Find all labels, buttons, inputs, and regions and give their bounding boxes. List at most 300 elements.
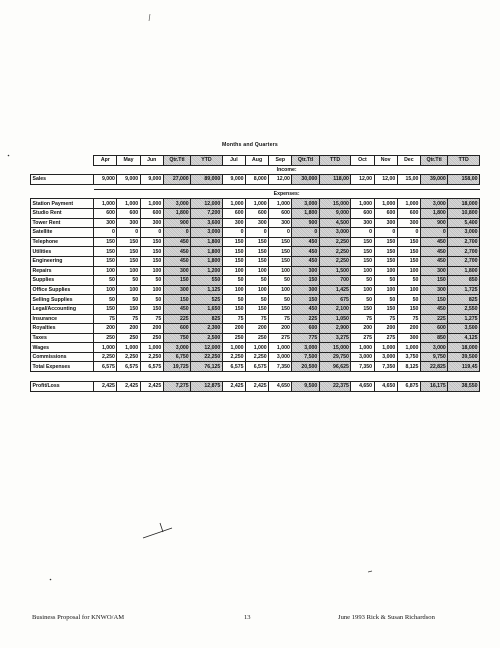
data-cell: 12,000 <box>191 343 223 353</box>
data-cell: 4,650 <box>374 382 397 392</box>
data-cell: 275 <box>269 333 292 343</box>
data-cell: 300 <box>222 218 245 228</box>
data-cell: 150 <box>222 304 245 314</box>
column-header: Dec <box>397 156 420 166</box>
data-cell: 1,000 <box>397 343 420 353</box>
data-cell: 450 <box>420 237 447 247</box>
data-cell: 50 <box>397 276 420 286</box>
data-cell: 600 <box>140 208 163 218</box>
data-cell: 825 <box>448 295 480 305</box>
data-cell: 6,750 <box>163 352 190 362</box>
data-cell: 2,250 <box>117 352 140 362</box>
row-label: Studio Rent <box>31 208 94 218</box>
data-cell: 900 <box>292 218 319 228</box>
row-label: Profit/Loss <box>31 382 94 392</box>
data-cell: 7,200 <box>191 208 223 218</box>
data-cell: 200 <box>397 324 420 334</box>
data-cell: 76,125 <box>191 362 223 372</box>
data-cell: 100 <box>374 266 397 276</box>
data-cell: 150 <box>292 295 319 305</box>
data-cell: 9,000 <box>140 175 163 185</box>
data-cell: 150 <box>140 256 163 266</box>
data-cell: 775 <box>292 333 319 343</box>
data-cell: 18,000 <box>448 343 480 353</box>
data-cell: 9,000 <box>222 175 245 185</box>
data-cell: 300 <box>269 218 292 228</box>
data-cell: 550 <box>191 276 223 286</box>
row-label: Telephone <box>31 237 94 247</box>
data-cell: 9,000 <box>94 175 117 185</box>
data-cell: 8,000 <box>245 175 268 185</box>
data-cell: 18,000 <box>448 199 480 209</box>
data-cell: 100 <box>140 285 163 295</box>
data-cell: 118,00 <box>319 175 351 185</box>
scan-speck-bottom-right <box>368 570 373 574</box>
data-cell: 0 <box>397 228 420 238</box>
column-header: Qtr.Ttl <box>420 156 447 166</box>
expense-row <box>31 333 480 343</box>
data-cell: 600 <box>420 324 447 334</box>
data-cell: 1,000 <box>140 199 163 209</box>
data-cell: 150 <box>397 237 420 247</box>
data-cell: 1,000 <box>140 343 163 353</box>
data-cell: 0 <box>222 228 245 238</box>
column-header: Aug <box>245 156 268 166</box>
data-cell: 250 <box>117 333 140 343</box>
data-cell: 96,625 <box>319 362 351 372</box>
data-cell: 1,800 <box>191 237 223 247</box>
data-cell: 150 <box>140 304 163 314</box>
data-cell: 10,800 <box>448 208 480 218</box>
data-cell: 50 <box>351 295 374 305</box>
data-cell: 150 <box>269 247 292 257</box>
data-cell: 200 <box>245 324 268 334</box>
data-cell: 2,425 <box>117 382 140 392</box>
data-cell: 150 <box>140 247 163 257</box>
data-cell: 150 <box>397 247 420 257</box>
data-cell: 50 <box>222 276 245 286</box>
data-cell: 450 <box>420 256 447 266</box>
data-cell: 50 <box>245 276 268 286</box>
expense-row <box>31 266 480 276</box>
data-cell: 150 <box>397 304 420 314</box>
data-cell: 675 <box>319 295 351 305</box>
row-label: Taxes <box>31 333 94 343</box>
data-cell: 100 <box>222 266 245 276</box>
data-cell: 2,250 <box>94 352 117 362</box>
data-cell: 150 <box>140 237 163 247</box>
data-cell: 225 <box>420 314 447 324</box>
data-cell: 50 <box>374 276 397 286</box>
data-cell: 250 <box>140 333 163 343</box>
data-cell: 450 <box>163 304 190 314</box>
row-label: Total Expenses <box>31 362 94 372</box>
scan-speck-left <box>7 154 10 157</box>
data-cell: 2,900 <box>319 324 351 334</box>
expense-row <box>31 256 480 266</box>
data-cell: 27,000 <box>163 175 190 185</box>
data-cell: 3,000 <box>292 199 319 209</box>
data-cell: 1,000 <box>351 199 374 209</box>
data-cell: 9,500 <box>292 382 319 392</box>
data-cell: 0 <box>94 228 117 238</box>
data-cell: 1,000 <box>269 343 292 353</box>
data-cell: 700 <box>319 276 351 286</box>
scan-speck-bottom-left <box>49 578 52 581</box>
data-cell: 1,800 <box>420 208 447 218</box>
data-cell: 6,575 <box>140 362 163 372</box>
data-cell: 150 <box>397 256 420 266</box>
data-cell: 150 <box>222 247 245 257</box>
data-cell: 300 <box>245 218 268 228</box>
data-cell: 3,000 <box>420 343 447 353</box>
row-label: Office Supplies <box>31 285 94 295</box>
data-cell: 119,45 <box>448 362 480 372</box>
data-cell: 0 <box>245 228 268 238</box>
data-cell: 150 <box>269 256 292 266</box>
data-cell: 150 <box>420 295 447 305</box>
data-cell: 75 <box>222 314 245 324</box>
table-super-title: Months and Quarters <box>222 142 278 148</box>
data-cell: 8,125 <box>397 362 420 372</box>
data-cell: 900 <box>163 218 190 228</box>
data-cell: 16,175 <box>420 382 447 392</box>
data-cell: 22,825 <box>420 362 447 372</box>
data-cell: 2,550 <box>448 304 480 314</box>
data-cell: 600 <box>351 208 374 218</box>
data-cell: 1,500 <box>319 266 351 276</box>
expense-row <box>31 199 480 209</box>
data-cell: 450 <box>420 247 447 257</box>
data-cell: 250 <box>222 333 245 343</box>
row-label: Insurance <box>31 314 94 324</box>
data-cell: 300 <box>94 218 117 228</box>
data-cell: 1,800 <box>191 256 223 266</box>
expenses-header-row <box>31 189 480 199</box>
data-cell: 1,000 <box>222 343 245 353</box>
data-cell: 600 <box>222 208 245 218</box>
data-cell: 300 <box>397 218 420 228</box>
data-cell: 2,250 <box>140 352 163 362</box>
column-header: TTD <box>448 156 480 166</box>
data-cell: 1,000 <box>397 199 420 209</box>
row-label: Engineering <box>31 256 94 266</box>
data-cell: 0 <box>163 228 190 238</box>
data-cell: 22,250 <box>191 352 223 362</box>
data-cell: 100 <box>94 285 117 295</box>
data-cell: 30,000 <box>292 175 319 185</box>
data-cell: 150 <box>117 247 140 257</box>
expense-row <box>31 237 480 247</box>
data-cell: 6,575 <box>245 362 268 372</box>
blank-cell <box>31 189 94 199</box>
data-cell: 0 <box>269 228 292 238</box>
data-cell: 1,000 <box>222 199 245 209</box>
data-cell: 1,000 <box>374 199 397 209</box>
data-cell: 100 <box>269 285 292 295</box>
footer-right: June 1993 Rick & Susan Richardson <box>338 614 435 621</box>
expenses-header: Expenses: <box>94 189 480 199</box>
data-cell: 75 <box>94 314 117 324</box>
column-header: Jun <box>140 156 163 166</box>
data-cell: 450 <box>292 247 319 257</box>
data-cell: 1,000 <box>245 199 268 209</box>
expense-row <box>31 324 480 334</box>
data-cell: 3,750 <box>397 352 420 362</box>
data-cell: 3,000 <box>292 343 319 353</box>
data-cell: 75 <box>351 314 374 324</box>
data-cell: 1,000 <box>374 343 397 353</box>
data-cell: 3,000 <box>269 352 292 362</box>
data-cell: 200 <box>94 324 117 334</box>
data-cell: 2,300 <box>191 324 223 334</box>
data-cell: 50 <box>245 295 268 305</box>
row-label: Commissions <box>31 352 94 362</box>
column-header: TTD <box>319 156 351 166</box>
data-cell: 825 <box>191 314 223 324</box>
data-cell: 450 <box>420 304 447 314</box>
data-cell: 0 <box>374 228 397 238</box>
data-cell: 12,00 <box>351 175 374 185</box>
data-cell: 600 <box>117 208 140 218</box>
expense-row <box>31 208 480 218</box>
data-cell: 150 <box>351 237 374 247</box>
data-cell: 0 <box>292 228 319 238</box>
scan-stroke-mark <box>142 520 174 540</box>
data-cell: 7,350 <box>374 362 397 372</box>
data-cell: 39,500 <box>448 352 480 362</box>
data-cell: 3,000 <box>420 199 447 209</box>
data-cell: 2,100 <box>319 304 351 314</box>
data-cell: 7,500 <box>292 352 319 362</box>
expense-row <box>31 314 480 324</box>
data-cell: 3,500 <box>448 324 480 334</box>
data-cell: 300 <box>397 333 420 343</box>
profit-loss-row <box>31 382 480 392</box>
data-cell: 6,575 <box>222 362 245 372</box>
column-header: Jul <box>222 156 245 166</box>
data-cell: 150 <box>269 237 292 247</box>
data-cell: 450 <box>292 237 319 247</box>
row-label: Repairs <box>31 266 94 276</box>
row-label: Sales <box>31 175 94 185</box>
data-cell: 200 <box>351 324 374 334</box>
data-cell: 75 <box>397 314 420 324</box>
data-cell: 600 <box>374 208 397 218</box>
row-label: Legal/Accounting <box>31 304 94 314</box>
data-cell: 7,275 <box>163 382 190 392</box>
expense-row <box>31 285 480 295</box>
data-cell: 300 <box>420 266 447 276</box>
data-cell: 50 <box>397 295 420 305</box>
data-cell: 2,250 <box>245 352 268 362</box>
data-cell: 2,700 <box>448 256 480 266</box>
row-label: Utilities <box>31 247 94 257</box>
column-header: Qtr.Ttl <box>163 156 190 166</box>
data-cell: 150 <box>163 276 190 286</box>
data-cell: 2,250 <box>222 352 245 362</box>
data-cell: 300 <box>117 218 140 228</box>
data-cell: 1,725 <box>448 285 480 295</box>
data-cell: 2,425 <box>140 382 163 392</box>
data-cell: 6,575 <box>94 362 117 372</box>
data-cell: 150 <box>222 237 245 247</box>
data-cell: 2,425 <box>94 382 117 392</box>
blank-cell <box>31 156 94 166</box>
data-cell: 1,000 <box>269 199 292 209</box>
data-cell: 2,250 <box>319 247 351 257</box>
data-cell: 7,350 <box>351 362 374 372</box>
data-cell: 4,650 <box>269 382 292 392</box>
data-cell: 75 <box>117 314 140 324</box>
data-cell: 200 <box>269 324 292 334</box>
data-cell: 1,000 <box>94 199 117 209</box>
row-label: Tower Rent <box>31 218 94 228</box>
data-cell: 300 <box>351 218 374 228</box>
data-cell: 150 <box>163 295 190 305</box>
data-cell: 29,750 <box>319 352 351 362</box>
data-cell: 50 <box>222 295 245 305</box>
data-cell: 225 <box>292 314 319 324</box>
total-expenses-row <box>31 362 480 372</box>
data-cell: 50 <box>374 295 397 305</box>
data-cell: 100 <box>94 266 117 276</box>
data-cell: 2,700 <box>448 237 480 247</box>
data-cell: 1,425 <box>319 285 351 295</box>
row-label: Supplies <box>31 276 94 286</box>
data-cell: 275 <box>351 333 374 343</box>
column-header: Oct <box>351 156 374 166</box>
data-cell: 225 <box>163 314 190 324</box>
data-cell: 600 <box>269 208 292 218</box>
data-cell: 1,800 <box>448 266 480 276</box>
data-cell: 600 <box>397 208 420 218</box>
data-cell: 150 <box>374 247 397 257</box>
data-cell: 150 <box>351 247 374 257</box>
column-header: Nov <box>374 156 397 166</box>
data-cell: 22,375 <box>319 382 351 392</box>
data-cell: 75 <box>245 314 268 324</box>
data-cell: 50 <box>140 295 163 305</box>
data-cell: 450 <box>292 256 319 266</box>
data-cell: 12,00 <box>269 175 292 185</box>
income-header: Income: <box>94 165 480 175</box>
data-cell: 525 <box>191 295 223 305</box>
expense-row <box>31 247 480 257</box>
column-header: May <box>117 156 140 166</box>
data-cell: 150 <box>245 256 268 266</box>
data-cell: 100 <box>117 285 140 295</box>
data-cell: 100 <box>397 285 420 295</box>
expense-row <box>31 295 480 305</box>
expense-row <box>31 276 480 286</box>
data-cell: 150 <box>117 256 140 266</box>
data-cell: 50 <box>117 295 140 305</box>
data-cell: 75 <box>140 314 163 324</box>
data-cell: 4,125 <box>448 333 480 343</box>
data-cell: 50 <box>351 276 374 286</box>
data-cell: 250 <box>94 333 117 343</box>
data-cell: 300 <box>374 218 397 228</box>
data-cell: 3,000 <box>448 228 480 238</box>
data-cell: 75 <box>269 314 292 324</box>
data-cell: 50 <box>140 276 163 286</box>
data-cell: 50 <box>269 276 292 286</box>
column-header: YTD <box>191 156 223 166</box>
expense-row <box>31 352 480 362</box>
data-cell: 39,000 <box>420 175 447 185</box>
data-cell: 200 <box>140 324 163 334</box>
footer-page-number: 13 <box>244 614 251 621</box>
data-cell: 2,250 <box>319 237 351 247</box>
data-cell: 150 <box>94 304 117 314</box>
data-cell: 2,500 <box>191 333 223 343</box>
data-cell: 850 <box>420 333 447 343</box>
financial-table <box>30 155 480 392</box>
data-cell: 450 <box>163 256 190 266</box>
data-cell: 450 <box>163 237 190 247</box>
data-cell: 300 <box>292 285 319 295</box>
row-label: Royalties <box>31 324 94 334</box>
data-cell: 1,000 <box>351 343 374 353</box>
data-cell: 300 <box>420 285 447 295</box>
data-cell: 50 <box>94 295 117 305</box>
data-cell: 3,000 <box>319 228 351 238</box>
data-cell: 275 <box>374 333 397 343</box>
data-cell: 850 <box>448 276 480 286</box>
data-cell: 5,400 <box>448 218 480 228</box>
column-header-row <box>31 156 480 166</box>
column-header: Apr <box>94 156 117 166</box>
data-cell: 150 <box>94 256 117 266</box>
data-cell: 150 <box>245 304 268 314</box>
expense-row <box>31 228 480 238</box>
data-cell: 3,000 <box>191 228 223 238</box>
data-cell: 1,050 <box>319 314 351 324</box>
income-header-row <box>31 165 480 175</box>
data-cell: 38,550 <box>448 382 480 392</box>
data-cell: 15,00 <box>397 175 420 185</box>
data-cell: 600 <box>163 324 190 334</box>
data-cell: 4,500 <box>319 218 351 228</box>
data-cell: 9,000 <box>117 175 140 185</box>
data-cell: 200 <box>117 324 140 334</box>
data-cell: 900 <box>420 218 447 228</box>
footer-left: Business Proposal for KNWO/AM <box>32 614 125 621</box>
data-cell: 100 <box>351 285 374 295</box>
data-cell: 0 <box>351 228 374 238</box>
data-cell: 6,575 <box>117 362 140 372</box>
data-cell: 3,600 <box>191 218 223 228</box>
spacer-row <box>31 372 480 382</box>
data-cell: 1,125 <box>191 285 223 295</box>
data-cell: 150 <box>245 247 268 257</box>
data-cell: 100 <box>245 285 268 295</box>
data-cell: 12,875 <box>191 382 223 392</box>
data-cell: 2,700 <box>448 247 480 257</box>
data-cell: 150 <box>94 237 117 247</box>
data-cell: 0 <box>140 228 163 238</box>
data-cell: 300 <box>292 266 319 276</box>
data-cell: 150 <box>374 237 397 247</box>
data-cell: 158,00 <box>448 175 480 185</box>
data-cell: 1,000 <box>117 343 140 353</box>
data-cell: 750 <box>163 333 190 343</box>
data-cell: 100 <box>269 266 292 276</box>
data-cell: 1,275 <box>448 314 480 324</box>
expense-row <box>31 304 480 314</box>
data-cell: 1,650 <box>191 304 223 314</box>
